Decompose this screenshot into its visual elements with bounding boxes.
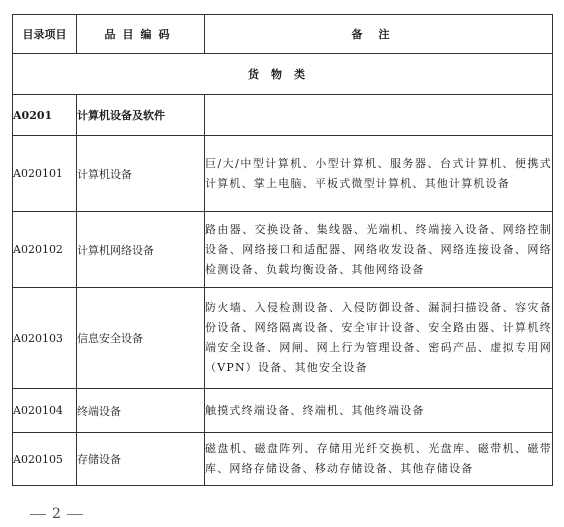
main-item-note	[205, 95, 553, 136]
row-note: 磁盘机、磁盘阵列、存储用光纤交换机、光盘库、磁带机、磁带库、网络存储设备、移动存储设备、其他存储设备	[205, 433, 553, 486]
table-row	[13, 136, 553, 212]
page-dash-left	[30, 514, 46, 515]
table-header-row	[13, 15, 553, 54]
main-item-name: 计算机设备及软件	[77, 95, 205, 136]
row-code: A020103	[13, 288, 77, 389]
table-row	[13, 389, 553, 433]
catalog-table	[12, 14, 553, 486]
row-note: 防火墙、入侵检测设备、入侵防御设备、漏洞扫描设备、容灾备份设备、网络隔离设备、安全审计设备、安全路由器、计算机终端安全设备、网闸、网上行为管理设备、密码产品、虚拟专用网（VPN）设备、其他安全设备	[205, 288, 553, 389]
row-note: 路由器、交换设备、集线器、光端机、终端接入设备、网络控制设备、网络接口和适配器、网络收发设备、网络连接设备、网络检测设备、负载均衡设备、其他网络设备	[205, 212, 553, 288]
table-row	[13, 212, 553, 288]
table-row	[13, 288, 553, 389]
table-row	[13, 433, 553, 486]
main-item-code: A0201	[13, 95, 77, 136]
row-name: 终端设备	[77, 389, 205, 433]
row-note: 巨/大/中型计算机、小型计算机、服务器、台式计算机、便携式计算机、掌上电脑、平板式微型计算机、其他计算机设备	[205, 136, 553, 212]
main-item-row	[13, 95, 553, 136]
header-notes: 备注	[205, 15, 553, 54]
row-note: 触摸式终端设备、终端机、其他终端设备	[205, 389, 553, 433]
row-name: 计算机网络设备	[77, 212, 205, 288]
page-number-value: 2	[52, 506, 61, 522]
row-code: A020104	[13, 389, 77, 433]
row-code: A020102	[13, 212, 77, 288]
header-catalog-item: 目录项目	[13, 15, 77, 54]
row-name: 存储设备	[77, 433, 205, 486]
page-dash-right	[67, 514, 83, 515]
row-code: A020101	[13, 136, 77, 212]
page-number	[30, 506, 83, 522]
row-name: 信息安全设备	[77, 288, 205, 389]
category-title: 货物类	[13, 54, 553, 95]
header-item-code: 品目编码	[77, 15, 205, 54]
row-name: 计算机设备	[77, 136, 205, 212]
category-row	[13, 54, 553, 95]
row-code: A020105	[13, 433, 77, 486]
